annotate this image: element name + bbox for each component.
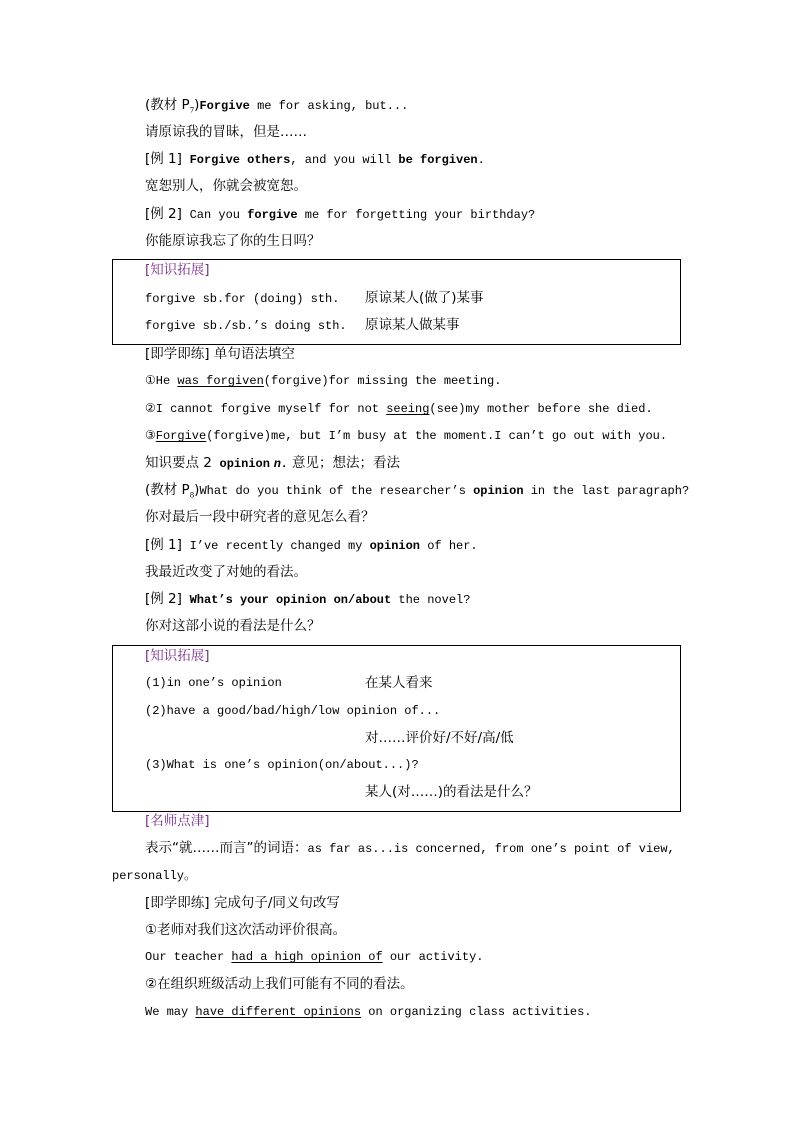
phrase-en: (2)have a good/bad/high/low opinion of... <box>145 704 441 718</box>
knowledge-box-title: [知识拓展] <box>145 262 210 278</box>
phrase-en: (1)in one’s opinion <box>145 676 282 690</box>
tip-title: [名师点津] <box>145 813 210 829</box>
knowledge-box-title: [知识拓展] <box>145 648 210 664</box>
practice-question-zh: ②在组织班级活动上我们可能有不同的看法。 <box>145 976 414 992</box>
answer-blank: Forgive <box>155 429 207 443</box>
example-3 <box>145 532 478 559</box>
question-text: ③ <box>145 429 156 443</box>
phrase-en: forgive sb./sb.’s doing sth. <box>145 319 347 333</box>
answer-blank: have different opinions <box>195 1005 362 1019</box>
example-3-translation: 我最近改变了对她的看法。 <box>145 564 307 580</box>
practice-answer-2 <box>145 999 592 1026</box>
example-keyword: opinion <box>369 539 421 553</box>
source-sentence-2 <box>145 477 689 504</box>
source-page-sub: 7 <box>189 106 195 115</box>
question-text: (forgive)for missing the meeting. <box>263 374 502 388</box>
knowledge-row <box>145 312 347 339</box>
point-pos: n. <box>273 457 289 471</box>
point-label: 知识要点 2 <box>145 455 212 471</box>
practice-question-zh: ①老师对我们这次活动评价很高。 <box>145 922 347 938</box>
source-label: (教材 P <box>145 97 190 113</box>
example-1 <box>145 146 485 173</box>
tip-zh: 表示“就……而言”的词语： <box>145 840 308 856</box>
example-keyword: What’s your opinion on/about <box>189 593 392 607</box>
source-translation-2: 你对最后一段中研究者的意见怎么看？ <box>145 509 375 525</box>
question-text: ①He <box>145 374 178 388</box>
practice-title: [即学即练] 单句语法填空 <box>145 346 295 362</box>
tip-text-cont: personally。 <box>112 869 197 883</box>
answer-blank: had a high opinion of <box>231 950 383 964</box>
sentence-text: me for asking, but... <box>249 99 409 113</box>
keyword: Forgive <box>199 99 250 113</box>
question-text: (see)my mother before she died. <box>429 402 653 416</box>
source-label: (教材 P <box>145 482 190 498</box>
practice-question-1 <box>145 368 501 395</box>
example-label: [例 2] <box>145 591 182 607</box>
phrase-en: (3)What is one’s opinion(on/about...)? <box>145 758 419 772</box>
practice-answer-1 <box>145 944 483 971</box>
example-4-translation: 你对这部小说的看法是什么？ <box>145 618 321 634</box>
knowledge-row <box>145 285 339 312</box>
example-text: , and you will <box>290 153 399 167</box>
phrase-zh: 原谅某人(做了)某事 <box>365 290 484 306</box>
question-text: Our teacher <box>145 950 232 964</box>
example-keyword: Forgive others <box>189 153 291 167</box>
example-label: [例 1] <box>145 151 182 167</box>
phrase-zh: 对……评价好/不好/高/低 <box>365 730 514 746</box>
practice-question-3 <box>145 423 667 450</box>
source-label-close: ) <box>194 482 200 498</box>
source-label-close: ) <box>194 97 200 113</box>
example-2-translation: 你能原谅我忘了你的生日吗？ <box>145 233 321 249</box>
question-text: ②I cannot forgive myself for not <box>145 402 387 416</box>
example-4 <box>145 586 470 613</box>
example-keyword: be forgiven <box>398 153 478 167</box>
question-text: our activity. <box>382 950 484 964</box>
point-meaning: 意见；想法；看法 <box>292 455 401 471</box>
example-label: [例 1] <box>145 537 182 553</box>
example-text: the novel? <box>391 593 471 607</box>
practice-title: [即学即练] 完成句子/同义句改写 <box>145 895 340 911</box>
question-text: on organizing class activities. <box>361 1005 592 1019</box>
practice-question-2 <box>145 396 653 423</box>
example-text: Can you <box>189 208 248 222</box>
example-2 <box>145 201 535 228</box>
source-page-sub: 8 <box>189 491 195 500</box>
phrase-en: forgive sb.for (doing) sth. <box>145 292 340 306</box>
example-text: . <box>477 153 485 167</box>
tip-text <box>145 835 675 862</box>
example-text: I’ve recently changed my <box>189 539 370 553</box>
answer-blank: was forgiven <box>177 374 264 388</box>
example-text: of her. <box>420 539 478 553</box>
phrase-zh: 原谅某人做某事 <box>365 317 460 333</box>
sentence-text: in the last paragraph? <box>523 484 690 498</box>
tip-en: as far as...is concerned, from one’s point of view, <box>307 842 675 856</box>
answer-blank: seeing <box>386 402 430 416</box>
example-text: me for forgetting your birthday? <box>297 208 536 222</box>
phrase-zh: 在某人看来 <box>365 675 433 691</box>
example-1-translation: 宽恕别人，你就会被宽恕。 <box>145 178 307 194</box>
keyword: opinion <box>473 484 524 498</box>
phrase-zh: 某人(对……)的看法是什么？ <box>365 784 538 800</box>
question-text: (forgive)me, but I’m busy at the moment.I can’t go out with you. <box>206 429 668 443</box>
point-keyword: opinion <box>219 457 270 471</box>
example-label: [例 2] <box>145 206 182 222</box>
example-keyword: forgive <box>247 208 298 222</box>
source-translation-1: 请原谅我的冒昧，但是…… <box>145 124 307 140</box>
source-sentence-1 <box>145 92 408 119</box>
question-text: We may <box>145 1005 196 1019</box>
sentence-text: What do you think of the researcher’s <box>199 484 474 498</box>
knowledge-point-heading <box>145 450 400 477</box>
